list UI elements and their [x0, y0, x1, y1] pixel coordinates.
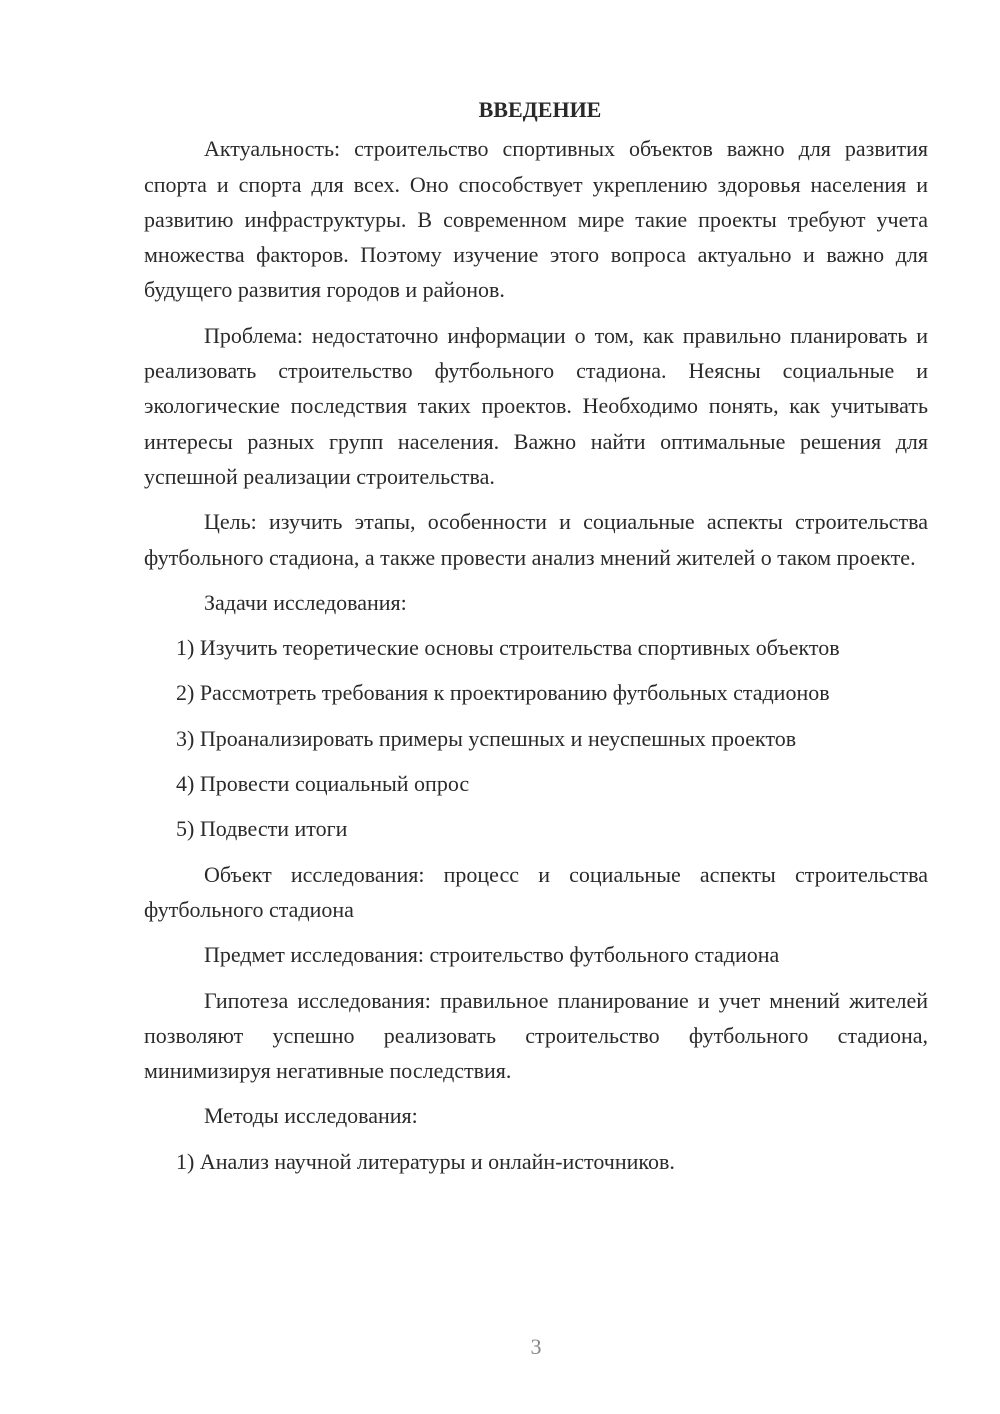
- page-number: 3: [530, 1334, 542, 1359]
- relevance-paragraph: Актуальность: строительство спортивных объектов важно для развития спорта и спорта для всех. Оно способствует укреплению здоровья населения и развитию инфраструктуры. В современном мире такие проекты требуют учета множества факторов. Поэтому изучение этого вопроса актуально и важно для будущего развития городов и районов.: [144, 136, 928, 303]
- hypothesis-paragraph: Гипотеза исследования: правильное планирование и учет мнений жителей позволяют успешно реализовать строительство футбольного стадиона, минимизируя негативные последствия.: [144, 987, 928, 1084]
- problem-paragraph: Проблема: недостаточно информации о том, как правильно планировать и реализовать строительство футбольного стадиона. Неясны социальные и экологические последствия таких проектов. Необходимо понять, как учитывать интересы разных групп населения. Важно найти оптимальные решения для успешной реализации строительства.: [144, 322, 928, 489]
- object-paragraph: Объект исследования: процесс и социальные аспекты строительства футбольного стадиона: [144, 861, 928, 922]
- methods-title: Методы исследования:: [204, 1103, 418, 1129]
- goal-paragraph: Цель: изучить этапы, особенности и социальные аспекты строительства футбольного стадиона, а также провести анализ мнений жителей о таком проекте.: [144, 509, 928, 570]
- page-title: ВВЕДЕНИЕ: [478, 97, 602, 122]
- task-item: 4) Провести социальный опрос: [176, 771, 470, 797]
- tasks-title: Задачи исследования:: [204, 589, 407, 615]
- task-item: 5) Подвести итоги: [176, 816, 348, 842]
- task-item: 3) Проанализировать примеры успешных и неуспешных проектов: [176, 725, 797, 751]
- method-item: 1) Анализ научной литературы и онлайн-источников.: [176, 1148, 675, 1174]
- task-item: 2) Рассмотреть требования к проектированию футбольных стадионов: [176, 680, 830, 706]
- task-item: 1) Изучить теоретические основы строительства спортивных объектов: [176, 635, 840, 661]
- subject-paragraph: Предмет исследования: строительство футбольного стадиона: [204, 942, 780, 968]
- page-content: [144, 92, 928, 1189]
